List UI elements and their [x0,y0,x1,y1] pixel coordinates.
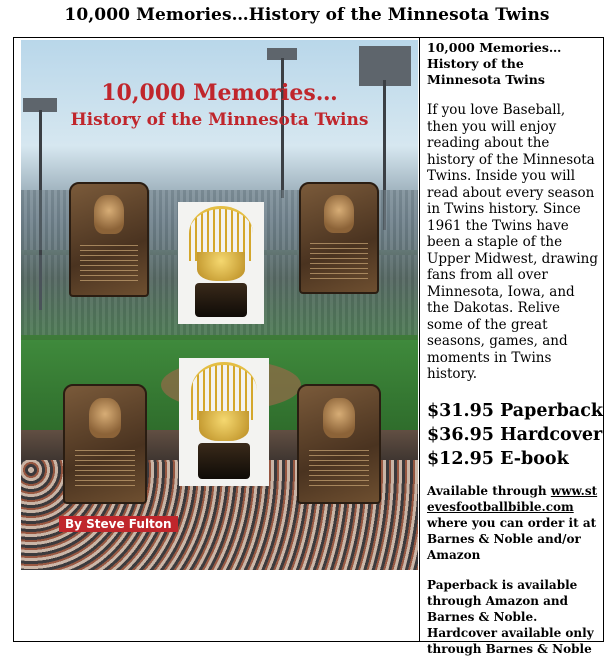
book-description: If you love Baseball, then you will enjoy reading about the history of the Minnesota Twins. Inside you will read about every season in Twins history. Since 1961 the Twins have been a staple of the Upper Midwest, drawing fans from all over Minnesota, Iowa, and the Dakotas. Relive some of the great seasons, games, and moments in Twins history. [427,102,599,382]
format-availability-note: Paperback is available through Amazon and Barnes & Noble. Hardcover available only through Barnes & Noble [427,577,594,656]
website-link[interactable]: www.stevesfootballbible.com [427,483,598,514]
hall-of-fame-plaque [69,182,149,297]
world-series-trophy [183,362,265,484]
hall-of-fame-plaque [299,182,379,294]
price-ebook: $12.95 E-book [427,448,569,469]
availability-prefix: Available through [427,483,547,498]
price-hardcover: $36.95 Hardcover [427,424,603,445]
book-title: 10,000 Memories… History of the Minnesota Twins [427,40,562,87]
availability-suffix: where you can order it at Barnes & Noble and/or Amazon [427,515,597,562]
page-title: 10,000 Memories…History of the Minnesota Twins [64,5,550,25]
price-paperback: $31.95 Paperback [427,400,604,421]
world-series-trophy [181,206,261,322]
book-details [427,40,604,657]
cover-title-line1: 10,000 Memories… [101,80,338,106]
hall-of-fame-plaque [63,384,147,504]
book-cover-image [21,40,418,570]
price-list [427,399,604,471]
hall-of-fame-plaque [297,384,381,504]
column-divider [419,37,420,642]
availability-note [427,483,599,563]
cover-title-line2: History of the Minnesota Twins [70,110,369,130]
cover-byline: By Steve Fulton [59,516,178,532]
